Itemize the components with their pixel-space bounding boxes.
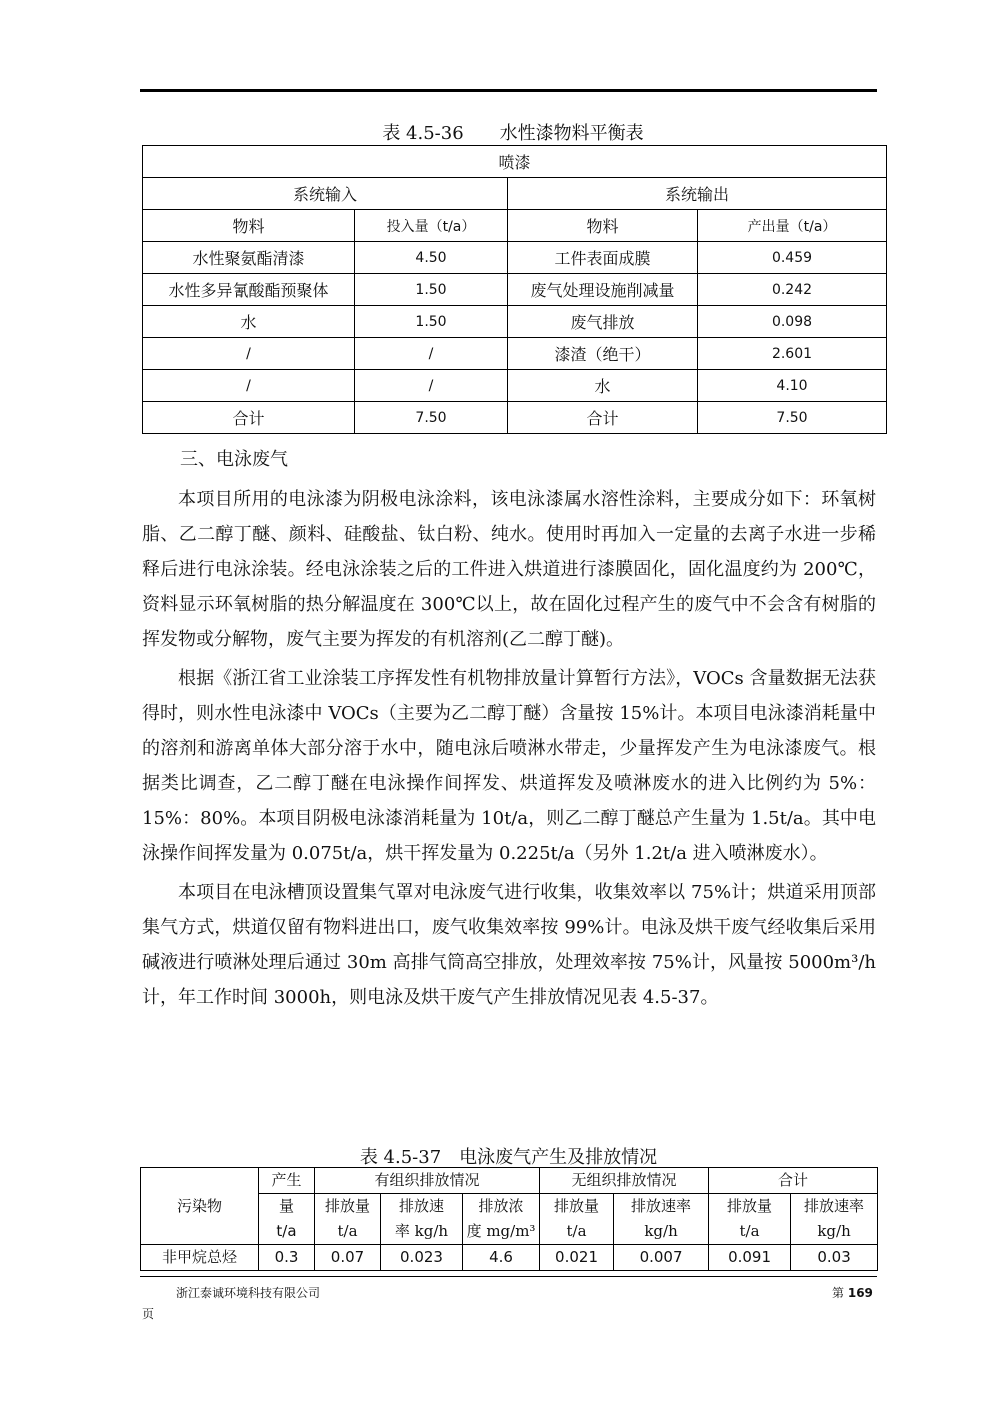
gen-header: 量: [259, 1194, 315, 1220]
sub-header: 率 kg/h: [381, 1219, 463, 1245]
cell: 0.459: [698, 242, 887, 274]
cell: 0.03: [791, 1245, 878, 1271]
cell: 0.023: [381, 1245, 463, 1271]
col-out-material: 物料: [508, 210, 698, 242]
table-row: [143, 274, 887, 306]
cell: 0.007: [614, 1245, 709, 1271]
table-row: [143, 338, 887, 370]
emission-table: [140, 1167, 878, 1271]
cell: 合计: [143, 402, 355, 434]
material-balance-table: [142, 145, 887, 434]
cell: 非甲烷总烃: [141, 1245, 259, 1271]
cell: 4.50: [355, 242, 508, 274]
cell: 水性多异氰酸酯预聚体: [143, 274, 355, 306]
col-out-amount: 产出量（t/a）: [698, 210, 887, 242]
table-row: [143, 370, 887, 402]
sub-header: 排放量: [540, 1194, 614, 1220]
cell: /: [355, 370, 508, 402]
col-in-material: 物料: [143, 210, 355, 242]
cell: /: [355, 338, 508, 370]
cell: 4.10: [698, 370, 887, 402]
cell: 7.50: [698, 402, 887, 434]
table-row: [143, 306, 887, 338]
sub-header: t/a: [709, 1219, 791, 1245]
header-rule: [140, 89, 877, 92]
cell: 废气处理设施削减量: [508, 274, 698, 306]
sub-header: 度 mg/m³: [463, 1219, 540, 1245]
unorganized-header: 无组织排放情况: [540, 1168, 709, 1194]
cell: 工件表面成膜: [508, 242, 698, 274]
footer-page: [832, 1284, 873, 1301]
gen-header: 产生: [259, 1168, 315, 1194]
table-row: [141, 1245, 878, 1271]
cell: 水: [508, 370, 698, 402]
sub-header: kg/h: [791, 1219, 878, 1245]
sub-header: 排放速: [381, 1194, 463, 1220]
cell: 合计: [508, 402, 698, 434]
paragraph-1: 本项目所用的电泳漆为阴极电泳涂料，该电泳漆属水溶性涂料，主要成分如下：环氧树脂、乙二醇丁醚、颜料、硅酸盐、钛白粉、纯水。使用时再加入一定量的去离子水进一步稀释后进行电泳涂装。经电泳涂装之后的工件进入烘道进行漆膜固化，固化温度约为 200℃，资料显示环氧树脂的热分解温度在 300℃以上，故在固化过程产生的废气中不会含有树脂的挥发物或分解物，废气主要为挥发的有机溶剂(乙二醇丁醚)。: [142, 489, 876, 650]
cell: /: [143, 370, 355, 402]
footer-company: 浙江泰诚环境科技有限公司: [176, 1286, 321, 1300]
table1-caption: 表 4.5-36 水性漆物料平衡表: [382, 123, 644, 144]
gen-header: t/a: [259, 1219, 315, 1245]
sub-header: 排放速率: [614, 1194, 709, 1220]
cell: 2.601: [698, 338, 887, 370]
cell: 0.07: [315, 1245, 381, 1271]
output-header: 系统输出: [508, 178, 887, 210]
cell: 漆渣（绝干）: [508, 338, 698, 370]
table-row: [143, 242, 887, 274]
table1-title: 喷漆: [143, 146, 887, 178]
cell: /: [143, 338, 355, 370]
cell: 1.50: [355, 274, 508, 306]
paragraph-3: 本项目在电泳槽顶设置集气罩对电泳废气进行收集，收集效率以 75%计；烘道采用顶部集气方式，烘道仅留有物料进出口，废气收集效率按 99%计。电泳及烘干废气经收集后采用碱液进行喷淋处理后通过 30m 高排气筒高空排放，处理效率按 75%计，风量按 5000m³/h 计，年工作时间 3000h，则电泳及烘干废气产生排放情况见表 4.5-37。: [142, 882, 876, 1008]
input-header: 系统输入: [143, 178, 508, 210]
cell: 4.6: [463, 1245, 540, 1271]
cell: 水性聚氨酯清漆: [143, 242, 355, 274]
cell: 0.3: [259, 1245, 315, 1271]
table2-caption: 表 4.5-37 电泳废气产生及排放情况: [359, 1147, 658, 1168]
sub-header: t/a: [540, 1219, 614, 1245]
sub-header: kg/h: [614, 1219, 709, 1245]
sub-header: 排放量: [709, 1194, 791, 1220]
cell: 0.021: [540, 1245, 614, 1271]
table-row-total: [143, 402, 887, 434]
cell: 1.50: [355, 306, 508, 338]
pollutant-header: 污染物: [141, 1168, 259, 1245]
cell: 废气排放: [508, 306, 698, 338]
sub-header: 排放量: [315, 1194, 381, 1220]
sub-header: 排放浓: [463, 1194, 540, 1220]
total-header: 合计: [709, 1168, 878, 1194]
footer-page-suffix: 页: [142, 1307, 155, 1321]
cell: 0.098: [698, 306, 887, 338]
organized-header: 有组织排放情况: [315, 1168, 540, 1194]
col-in-amount: 投入量（t/a）: [355, 210, 508, 242]
section-heading: 三、电泳废气: [180, 449, 288, 470]
sub-header: 排放速率: [791, 1194, 878, 1220]
cell: 7.50: [355, 402, 508, 434]
footer-rule: [140, 1276, 877, 1277]
paragraph-2: 根据《浙江省工业涂装工序挥发性有机物排放量计算暂行方法》，VOCs 含量数据无法获得时，则水性电泳漆中 VOCs（主要为乙二醇丁醚）含量按 15%计。本项目电泳漆消耗量中的溶剂和游离单体大部分溶于水中，随电泳后喷淋水带走，少量挥发产生为电泳漆废气。根据类比调查，乙二醇丁醚在电泳操作间挥发、烘道挥发及喷淋废水的进入比例约为 5%：15%：80%。本项目阴极电泳漆消耗量为 10t/a，则乙二醇丁醚总产生量为 1.5t/a。其中电泳操作间挥发量为 0.075t/a，烘干挥发量为 0.225t/a（另外 1.2t/a 进入喷淋废水）。: [142, 668, 876, 864]
page-prefix: 第: [832, 1286, 845, 1300]
sub-header: t/a: [315, 1219, 381, 1245]
page-number: 169: [847, 1286, 873, 1300]
body-text: [142, 482, 876, 1015]
cell: 0.242: [698, 274, 887, 306]
cell: 0.091: [709, 1245, 791, 1271]
cell: 水: [143, 306, 355, 338]
